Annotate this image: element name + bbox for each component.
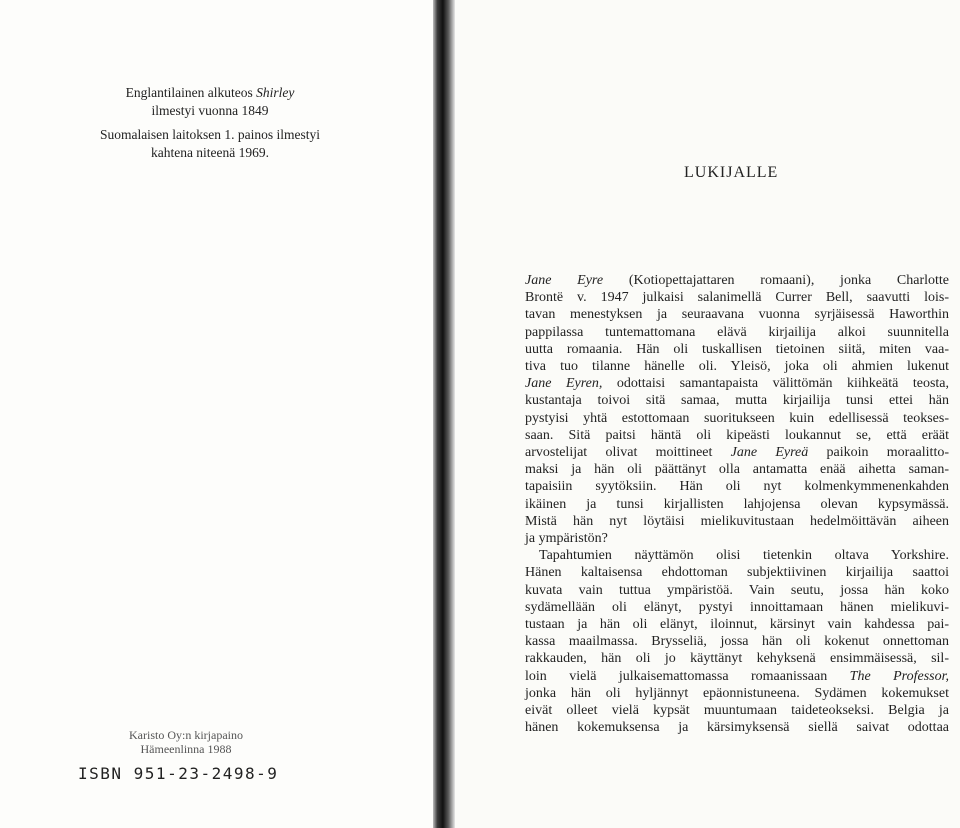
- book-gutter: [433, 0, 455, 828]
- text-run: tiva tuo tilanne hänelle oli. Yleisö, joka oli ahmien lukenut: [525, 359, 949, 375]
- text-run: loin vielä julkaisemattomassa romaanissaan: [525, 668, 850, 684]
- text-run: rakkauden, hän oli jo käyttänyt kehyksenä ensimmäisessä, sil-: [525, 651, 949, 667]
- page-heading: LUKIJALLE: [684, 164, 779, 181]
- text-run: kassa maailmassa. Brysseliä, jossa hän oli kokenut onnettoman: [525, 634, 949, 650]
- text-run: jonka hän oli hyljännyt epäonnistuneena. Sydämen kokemukset: [525, 685, 949, 701]
- text-run: kustantaja toivoi sitä samaa, mutta kirjailija tunsi ettei hän: [525, 393, 949, 409]
- text-line: [525, 358, 949, 375]
- text-line: [525, 513, 949, 530]
- translation-edition-note: [60, 126, 360, 162]
- text-run: eivät olleet vielä kypsät muuntumaan taideteokseksi. Belgia ja: [525, 703, 949, 719]
- italic-title: Jane Eyreä: [730, 445, 809, 461]
- text-run: (Kotiopettajattaren romaani), jonka Charlotte: [603, 273, 949, 288]
- text-run: Tapahtumien näyttämön olisi tietenkin oltava Yorkshire.: [539, 548, 949, 564]
- original-edition-line-1: Englantilainen alkuteos Shirley: [125, 85, 295, 100]
- text-run: maksi ja hän oli päättänyt olla antamatta enää aihetta saman-: [525, 462, 949, 478]
- text-run: sydämellään oli elänyt, pystyi innoittamaan hänen mielikuvi-: [525, 599, 949, 615]
- text-run: ikäinen ja tunsi kirjallisten lahjojensa olevan kypsymässä.: [525, 496, 949, 512]
- text-line: [525, 650, 949, 667]
- text-run: arvostelijat olivat moittineet: [525, 445, 731, 461]
- text-line: [525, 530, 949, 547]
- text-run: tavan menestyksen ja seuraavana vuonna syrjäisessä Haworthin: [525, 307, 949, 323]
- text-run: tapaisiin syytöksiin. Hän oli nyt kolmenkymmenenkahden: [525, 479, 949, 495]
- text-line: [525, 427, 949, 444]
- text-run: pappilassa tuntemattomana elävä kirjailija alkoi suunnitella: [525, 324, 949, 340]
- text-run: tustaan ja hän oli elänyt, iloinnut, kärsinyt vain kahdessa pai-: [525, 617, 949, 633]
- text-run: saan. Sitä paitsi häntä oli kipeästi loukannut se, että eräät: [525, 427, 949, 443]
- italic-title: Jane Eyren,: [525, 376, 603, 392]
- text-run: odottaisi samantapaista välittömän kiihkeätä teosta,: [602, 376, 949, 392]
- text-line: [525, 272, 949, 289]
- original-title: Shirley: [256, 85, 295, 100]
- text-line: [525, 564, 949, 581]
- text-line: [525, 461, 949, 478]
- text-run: Hänen kaltaisensa ehdottoman subjektiivinen kirjailija saattoi: [525, 565, 949, 581]
- printer-line-1: Karisto Oy:n kirjapaino: [129, 728, 243, 742]
- text-line: [525, 392, 949, 409]
- translation-line-2: kahtena niteenä 1969.: [150, 145, 270, 160]
- text-line: [525, 324, 949, 341]
- text-line: [525, 719, 949, 736]
- isbn: ISBN 951-23-2498-9: [78, 764, 279, 783]
- original-edition-line-2: ilmestyi vuonna 1849: [151, 103, 269, 118]
- text-line: [525, 599, 949, 616]
- text-line: [525, 341, 949, 358]
- printer-note: [86, 728, 286, 756]
- italic-title: Jane Eyre: [525, 273, 604, 288]
- text-line: [525, 444, 949, 461]
- body-text: [525, 272, 949, 736]
- text-line: [525, 478, 949, 495]
- text-run: kuvata vain tuttua ympäristöä. Vain seutu, jossa hän koko: [525, 582, 949, 598]
- text-line: [525, 616, 949, 633]
- translation-line-1: Suomalaisen laitoksen 1. painos ilmestyi: [99, 127, 321, 142]
- text-line: [525, 306, 949, 323]
- text-line: [525, 702, 949, 719]
- text-run: ja ympäristön?: [525, 531, 608, 547]
- printer-line-2: Hämeenlinna 1988: [140, 742, 232, 756]
- text-run: hänen kokemuksensa ja kärsimyksensä siellä saivat odottaa: [525, 720, 949, 736]
- text-run: paikoin moraalitto-: [808, 445, 949, 461]
- text-line: [525, 668, 949, 685]
- text-line: [525, 410, 949, 427]
- text-line: [525, 547, 949, 564]
- text-run: Brontë v. 1947 julkaisi salanimellä Currer Bell, saavutti lois-: [525, 290, 949, 306]
- left-page: [0, 0, 436, 828]
- text-line: [525, 685, 949, 702]
- text-run: Mistä hän nyt löytäisi mielikuvitustaan hedelmöittävän aiheen: [525, 513, 949, 529]
- original-edition-note: [60, 84, 360, 120]
- italic-title: The Professor,: [849, 668, 949, 684]
- text-run: pystyisi yhtä estottomaan suoritukseen kuin edellisessä teokses-: [525, 410, 949, 426]
- text-line: [525, 496, 949, 513]
- text-line: [525, 375, 949, 392]
- text-line: [525, 289, 949, 306]
- text-run: uutta romaania. Hän oli tuskallisen tietoinen siitä, miten vaa-: [525, 341, 949, 357]
- text-line: [525, 582, 949, 599]
- text-line: [525, 633, 949, 650]
